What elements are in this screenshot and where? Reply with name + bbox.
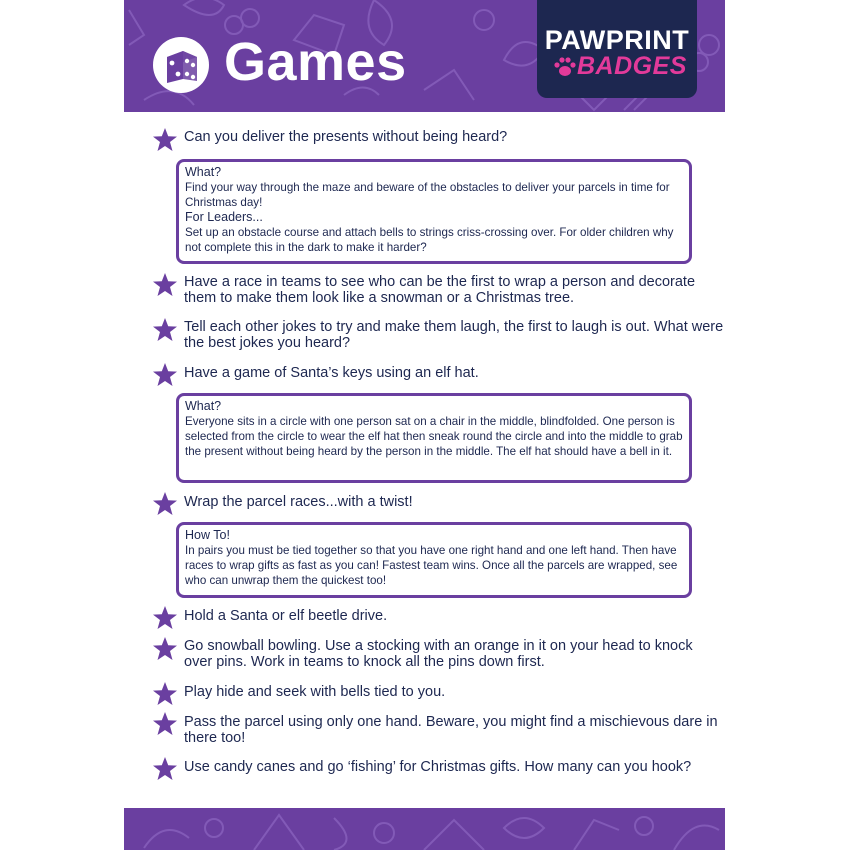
list-item-text: Have a game of Santa’s keys using an elf hat. — [184, 365, 479, 381]
info-box-text: In pairs you must be tied together so that you have one right hand and one left hand. Then have races to wrap gifts as fast as you can! Fastest team wins. Once all the parcels are wrapped, see who can unwrap them the quickest too! — [185, 544, 678, 587]
list-item-text: Have a race in teams to see who can be the first to wrap a person and decorate them to make them look like a snowman or a Christmas tree. — [184, 274, 696, 306]
holly-pattern-decoration — [124, 808, 725, 850]
logo-line-badges: BADGES — [577, 52, 687, 80]
info-box-text: Everyone sits in a circle with one person sat on a chair in the middle, blindfolded. One person is selected from the circle to wear the elf hat then sneak round the circle and into the middle to grab the present without being heard by the person in the middle. The elf hat should have a bell in it. — [185, 415, 683, 458]
list-item-text: Use candy canes and go ‘fishing’ for Christmas gifts. How many can you hook? — [184, 759, 692, 775]
star-icon — [152, 681, 178, 707]
games-sheet — [124, 0, 725, 850]
info-box-heading: What? — [185, 399, 222, 413]
page-title: Games — [224, 32, 407, 92]
pawprint-badges-logo — [537, 0, 697, 98]
star-icon — [152, 272, 178, 298]
star-icon — [152, 317, 178, 343]
info-box — [176, 522, 692, 598]
info-box-heading: For Leaders... — [185, 210, 263, 224]
star-icon — [152, 362, 178, 388]
paw-icon — [553, 56, 577, 78]
list-item-text: Pass the parcel using only one hand. Beware, you might find a mischievous dare in there too! — [184, 714, 718, 746]
footer-banner — [124, 808, 725, 850]
list-item-text: Hold a Santa or elf beetle drive. — [184, 608, 388, 624]
info-box-heading: What? — [185, 165, 222, 179]
info-box — [176, 159, 692, 264]
star-icon — [152, 491, 178, 517]
header-banner — [124, 0, 725, 112]
info-box-text: Set up an obstacle course and attach bells to strings criss-crossing over. For older children why not complete this in the dark to make it harder? — [185, 226, 674, 254]
list-item-text: Tell each other jokes to try and make them laugh, the first to laugh is out. What were the best jokes you heard? — [184, 319, 724, 351]
star-icon — [152, 711, 178, 737]
info-box-text: Find your way through the maze and beware of the obstacles to deliver your parcels in time for Christmas day! — [185, 181, 670, 209]
dice-icon — [153, 37, 209, 93]
list-item-text: Can you deliver the presents without being heard? — [184, 129, 508, 145]
star-icon — [152, 127, 178, 153]
list-item-text: Play hide and seek with bells tied to you. — [184, 684, 446, 700]
info-box-heading: How To! — [185, 528, 230, 542]
star-icon — [152, 636, 178, 662]
star-icon — [152, 756, 178, 782]
list-item-text: Wrap the parcel races...with a twist! — [184, 494, 413, 510]
list-item-text: Go snowball bowling. Use a stocking with an orange in it on your head to knock over pins. Work in teams to knock all the pins down first. — [184, 638, 693, 670]
star-icon — [152, 605, 178, 631]
info-box — [176, 393, 692, 483]
logo-line-pawprint: PAWPRINT — [544, 25, 690, 55]
